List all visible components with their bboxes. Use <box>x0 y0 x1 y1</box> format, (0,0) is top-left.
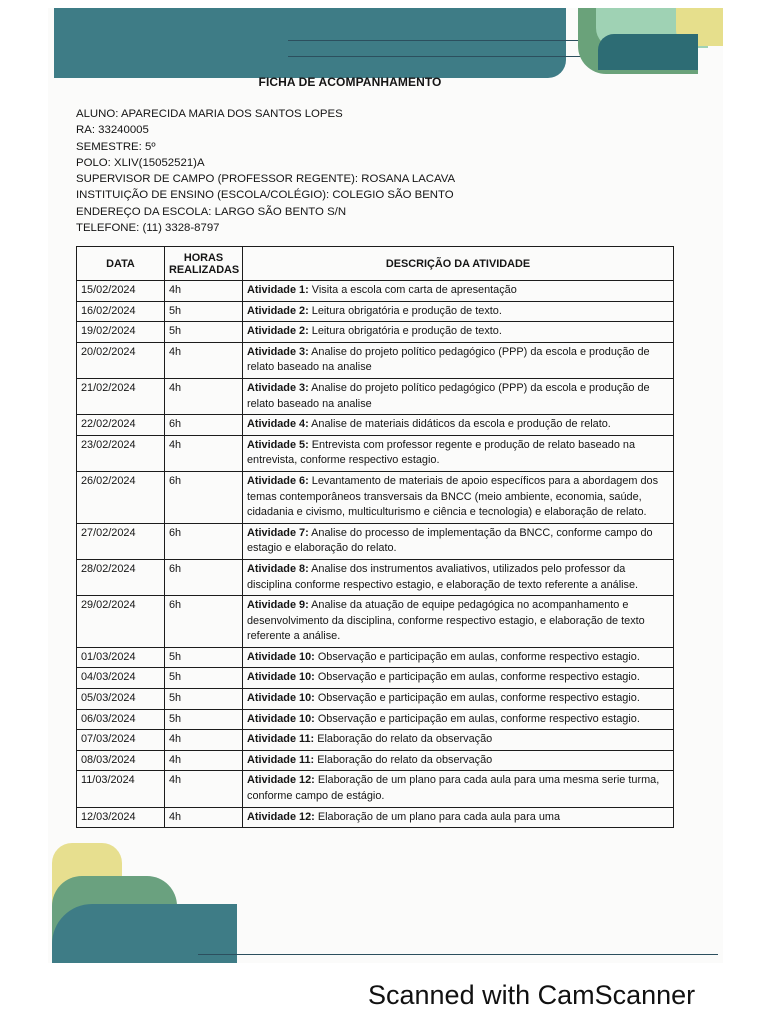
row-hours: 4h <box>165 771 243 807</box>
row-hours: 6h <box>165 523 243 559</box>
table-row <box>77 689 674 710</box>
table-row <box>77 730 674 751</box>
row-description <box>243 322 674 343</box>
table-row <box>77 342 674 378</box>
row-date: 23/02/2024 <box>77 435 165 471</box>
info-line: INSTITUIÇÃO DE ENSINO (ESCOLA/COLÉGIO): COLEGIO SÃO BENTO <box>76 189 454 202</box>
row-description <box>243 435 674 471</box>
activity-text: Observação e participação em aulas, conforme respectivo estagio. <box>314 671 640 684</box>
row-hours: 5h <box>165 689 243 710</box>
footer-rule <box>198 954 718 955</box>
table-row <box>77 471 674 523</box>
row-hours: 5h <box>165 301 243 322</box>
activity-label: Atividade 6: <box>247 474 309 487</box>
row-hours: 6h <box>165 471 243 523</box>
info-line: SEMESTRE: 5º <box>76 140 156 153</box>
table-header-row <box>77 247 674 281</box>
activity-label: Atividade 1: <box>247 284 309 296</box>
row-description <box>243 730 674 751</box>
activity-label: Atividade 10: <box>247 650 315 663</box>
table-row <box>77 435 674 471</box>
table-row <box>77 709 674 730</box>
table-row <box>77 596 674 648</box>
row-description <box>243 378 674 414</box>
row-hours: 4h <box>165 750 243 771</box>
row-date: 22/02/2024 <box>77 415 165 436</box>
table-row <box>77 647 674 668</box>
row-date: 28/02/2024 <box>77 559 165 595</box>
row-date: 26/02/2024 <box>77 471 165 523</box>
header-date: DATA <box>77 247 165 281</box>
row-date: 07/03/2024 <box>77 730 165 751</box>
activity-label: Atividade 4: <box>247 418 309 431</box>
row-description <box>243 750 674 771</box>
header-rule <box>288 56 618 57</box>
activity-label: Atividade 10: <box>247 712 315 725</box>
activity-text: Analise do projeto político pedagógico (PPP) da escola e produção de relato baseado na analise <box>247 345 650 374</box>
row-date: 21/02/2024 <box>77 378 165 414</box>
activity-text: Analise do processo de implementação da BNCC, conforme campo do estagio e elaboração do relato. <box>247 526 653 555</box>
row-date: 20/02/2024 <box>77 342 165 378</box>
table-row <box>77 771 674 807</box>
activity-text: Elaboração do relato da observação <box>314 753 493 766</box>
camscanner-watermark: Scanned with CamScanner <box>368 980 696 1010</box>
row-hours: 4h <box>165 435 243 471</box>
activity-text: Leitura obrigatória e produção de texto. <box>308 304 502 317</box>
row-hours: 4h <box>165 730 243 751</box>
row-description <box>243 342 674 378</box>
info-line: RA: 33240005 <box>76 124 149 137</box>
row-hours: 4h <box>165 807 243 828</box>
row-description <box>243 559 674 595</box>
info-line: TELEFONE: (11) 3328-8797 <box>76 222 220 235</box>
activity-label: Atividade 2: <box>247 325 309 338</box>
activity-table <box>76 246 674 828</box>
activity-text: Elaboração do relato da observação <box>314 733 493 746</box>
student-info <box>76 106 455 236</box>
row-hours: 4h <box>165 281 243 302</box>
activity-label: Atividade 12: <box>247 774 315 787</box>
activity-text: Elaboração de um plano para cada aula para uma mesma serie turma, conforme campo de estágio. <box>247 774 660 803</box>
row-description <box>243 807 674 828</box>
table-row <box>77 301 674 322</box>
row-hours: 5h <box>165 322 243 343</box>
row-date: 15/02/2024 <box>77 281 165 302</box>
row-date: 04/03/2024 <box>77 668 165 689</box>
activity-text: Analise dos instrumentos avaliativos, utilizados pelo professor da disciplina conforme respectivo estagio, e elaboração de texto referente a análise. <box>247 562 639 591</box>
row-description <box>243 647 674 668</box>
table-row <box>77 322 674 343</box>
row-description <box>243 471 674 523</box>
activity-text: Leitura obrigatória e produção de texto. <box>308 325 502 338</box>
table-row <box>77 378 674 414</box>
header-corner-decoration <box>598 34 698 70</box>
row-description <box>243 523 674 559</box>
row-hours: 4h <box>165 378 243 414</box>
info-line: POLO: XLIV(15052521)A <box>76 156 205 169</box>
activity-label: Atividade 10: <box>247 671 315 684</box>
activity-label: Atividade 5: <box>247 438 309 451</box>
header-hours: HORAS REALIZADAS <box>165 247 243 281</box>
activity-text: Entrevista com professor regente e produção de relato baseado na entrevista, conforme respectivo estagio. <box>247 438 636 467</box>
table-row <box>77 668 674 689</box>
header-rule <box>288 40 618 41</box>
row-date: 12/03/2024 <box>77 807 165 828</box>
activity-text: Elaboração de um plano para cada aula para uma <box>314 810 561 823</box>
row-date: 01/03/2024 <box>77 647 165 668</box>
activity-text: Observação e participação em aulas, conforme respectivo estagio. <box>314 692 640 705</box>
row-description <box>243 281 674 302</box>
activity-label: Atividade 8: <box>247 562 309 575</box>
row-hours: 4h <box>165 342 243 378</box>
activity-text: Levantamento de materiais de apoio específicos para a abordagem dos temas contemporâneos transversais da BNCC (meio ambiente, economia, saúde, cidadania e civismo, multiculturismo e ciência e tecnologia) e elaboração de relato. <box>247 474 659 519</box>
row-date: 29/02/2024 <box>77 596 165 648</box>
activity-label: Atividade 3: <box>247 381 309 394</box>
row-description <box>243 596 674 648</box>
row-hours: 5h <box>165 668 243 689</box>
row-date: 16/02/2024 <box>77 301 165 322</box>
table-row <box>77 750 674 771</box>
table-row <box>77 415 674 436</box>
activity-label: Atividade 9: <box>247 599 309 612</box>
activity-label: Atividade 11: <box>247 733 315 746</box>
info-line: SUPERVISOR DE CAMPO (PROFESSOR REGENTE): ROSANA LACAVA <box>76 173 456 186</box>
activity-text: Observação e participação em aulas, conforme respectivo estagio. <box>314 712 640 725</box>
activity-label: Atividade 2: <box>247 304 309 317</box>
row-description <box>243 301 674 322</box>
header-decoration <box>54 8 566 78</box>
activity-text: Analise de materiais didáticos da escola e produção de relato. <box>308 418 611 431</box>
activity-text: Analise da atuação de equipe pedagógica no acompanhamento e desenvolvimento da disciplina, conforme respectivo estagio, e elaboração de texto referente a análise. <box>247 599 645 643</box>
row-description <box>243 709 674 730</box>
row-date: 05/03/2024 <box>77 689 165 710</box>
row-hours: 6h <box>165 415 243 436</box>
row-date: 19/02/2024 <box>77 322 165 343</box>
activity-text: Visita a escola com carta de apresentação <box>308 284 517 296</box>
info-line: ENDEREÇO DA ESCOLA: LARGO SÃO BENTO S/N <box>76 205 347 218</box>
row-hours: 6h <box>165 596 243 648</box>
row-date: 08/03/2024 <box>77 750 165 771</box>
activity-label: Atividade 3: <box>247 345 309 358</box>
row-description <box>243 668 674 689</box>
row-description <box>243 771 674 807</box>
table-row <box>77 807 674 828</box>
activity-label: Atividade 11: <box>247 753 315 766</box>
row-date: 06/03/2024 <box>77 709 165 730</box>
row-description <box>243 415 674 436</box>
header-description: DESCRIÇÃO DA ATIVIDADE <box>243 247 674 281</box>
activity-label: Atividade 7: <box>247 526 309 539</box>
activity-label: Atividade 10: <box>247 692 315 705</box>
table-row <box>77 523 674 559</box>
activity-text: Analise do projeto político pedagógico (PPP) da escola e produção de relato baseado na analise <box>247 381 650 410</box>
row-date: 27/02/2024 <box>77 523 165 559</box>
row-date: 11/03/2024 <box>77 771 165 807</box>
document-title: FICHA DE ACOMPANHAMENTO <box>258 75 442 89</box>
table-row <box>77 281 674 302</box>
activity-label: Atividade 12: <box>247 810 315 823</box>
activity-text: Observação e participação em aulas, conforme respectivo estagio. <box>314 650 640 663</box>
row-hours: 6h <box>165 559 243 595</box>
info-line: ALUNO: APARECIDA MARIA DOS SANTOS LOPES <box>76 108 343 120</box>
row-description <box>243 689 674 710</box>
table-row <box>77 559 674 595</box>
row-hours: 5h <box>165 647 243 668</box>
row-hours: 5h <box>165 709 243 730</box>
